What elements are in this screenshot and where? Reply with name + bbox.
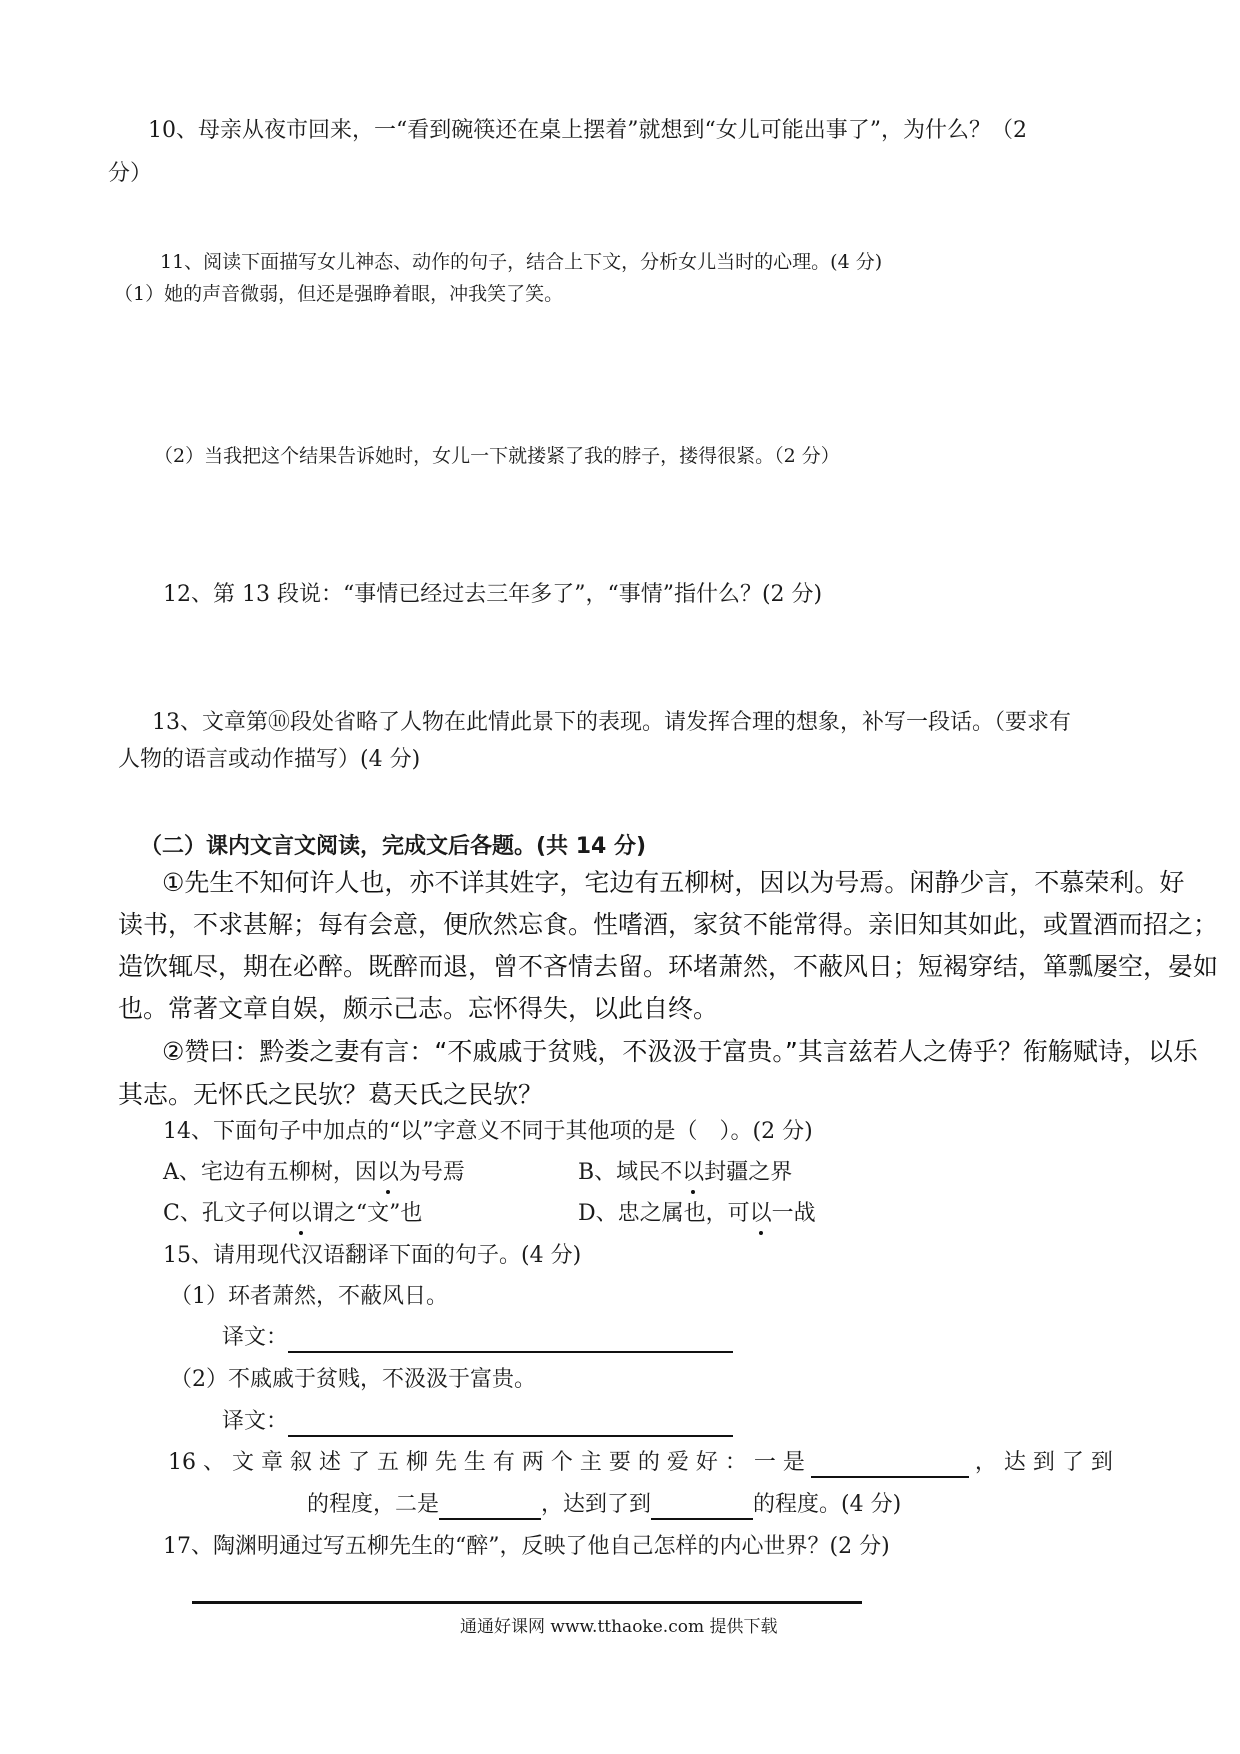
answer-blank[interactable]	[288, 1329, 733, 1353]
answer-blank[interactable]	[288, 1413, 733, 1437]
q11-sub1: （1）她的声音微弱，但还是强睁着眼，冲我笑了笑。	[114, 283, 564, 305]
q11-stem: 11、阅读下面描写女儿神态、动作的句子，结合上下文，分析女儿当时的心理。(4 分)	[160, 251, 883, 273]
passage-p1-line2: 读书，不求甚解；每有会意，便欣然忘食。性嗜酒，家贫不能常得。亲旧知其如此，或置酒而招之；	[118, 910, 1219, 939]
q14-option-c: C、孔文子何以谓之“文”也	[163, 1199, 422, 1229]
q16-line2: 的程度，二是 ，达到了到 的程度。(4 分)	[307, 1490, 901, 1520]
q14-option-b: B、域民不以封疆之界	[578, 1158, 792, 1188]
q15-stem: 15、请用现代汉语翻译下面的句子。(4 分)	[163, 1243, 582, 1268]
passage-p1-line4: 也。常著文章自娱，颇示己志。忘怀得失，以此自终。	[118, 994, 719, 1023]
passage-p1-line1: ①先生不知何许人也，亦不详其姓字，宅边有五柳树，因以为号焉。闲静少言，不慕荣利。好	[162, 868, 1185, 897]
q13-line1: 13、文章第⑩段处省略了人物在此情此景下的表现。请发挥合理的想象，补写一段话。（要求有	[152, 710, 1071, 735]
passage-p2-line1: ②赞曰：黔娄之妻有言：“不戚戚于贫贱，不汲汲于富贵。”其言兹若人之俦乎？衔觞赋诗，以乐	[162, 1037, 1198, 1066]
section2-heading: （二）课内文言文阅读，完成文后各题。(共 14 分)	[140, 834, 647, 859]
answer-blank[interactable]	[439, 1496, 541, 1520]
q12: 12、第 13 段说：“事情已经过去三年多了”，“事情”指什么？(2 分)	[163, 582, 823, 607]
answer-line[interactable]	[192, 1601, 862, 1604]
answer-blank[interactable]	[651, 1496, 753, 1520]
q15-sentence1: （1）环者萧然，不蔽风日。	[170, 1284, 448, 1309]
q14-option-a: A、宅边有五柳树，因以为号焉	[163, 1158, 465, 1188]
passage-p2-line2: 其志。无怀氏之民欤？葛天氏之民欤？	[118, 1080, 544, 1109]
q15-answer1: 译文：	[222, 1323, 733, 1353]
footer: 通通好课网 www.tthaoke.com 提供下载	[460, 1617, 778, 1637]
q14-stem: 14、下面句子中加点的“以”字意义不同于其他项的是（ ）。(2 分)	[163, 1119, 813, 1144]
answer-blank[interactable]	[811, 1454, 969, 1478]
q10-line1: 10、母亲从夜市回来，一“看到碗筷还在桌上摆着”就想到“女儿可能出事了”，为什么？（2	[148, 118, 1027, 143]
q14-option-d: D、忠之属也，可以一战	[578, 1199, 816, 1229]
q17: 17、陶渊明通过写五柳先生的“醉”，反映了他自己怎样的内心世界？(2 分)	[163, 1534, 890, 1559]
q16-line1: 16 、 文 章 叙 述 了 五 柳 先 生 有 两 个 主 要 的 爱 好 ： 一 是 ， 达 到 了 到	[168, 1448, 1113, 1478]
passage-p1-line3: 造饮辄尽，期在必醉。既醉而退，曾不吝情去留。环堵萧然，不蔽风日；短褐穿结，箪瓢屡空，晏如	[118, 952, 1219, 981]
q13-line2: 人物的语言或动作描写）(4 分)	[118, 747, 421, 772]
q10-line2: 分）	[108, 161, 153, 186]
q11-sub2: （2）当我把这个结果告诉她时，女儿一下就搂紧了我的脖子，搂得很紧。（2 分）	[154, 445, 840, 467]
q15-answer2: 译文：	[222, 1407, 733, 1437]
q15-sentence2: （2）不戚戚于贫贱，不汲汲于富贵。	[170, 1367, 536, 1392]
